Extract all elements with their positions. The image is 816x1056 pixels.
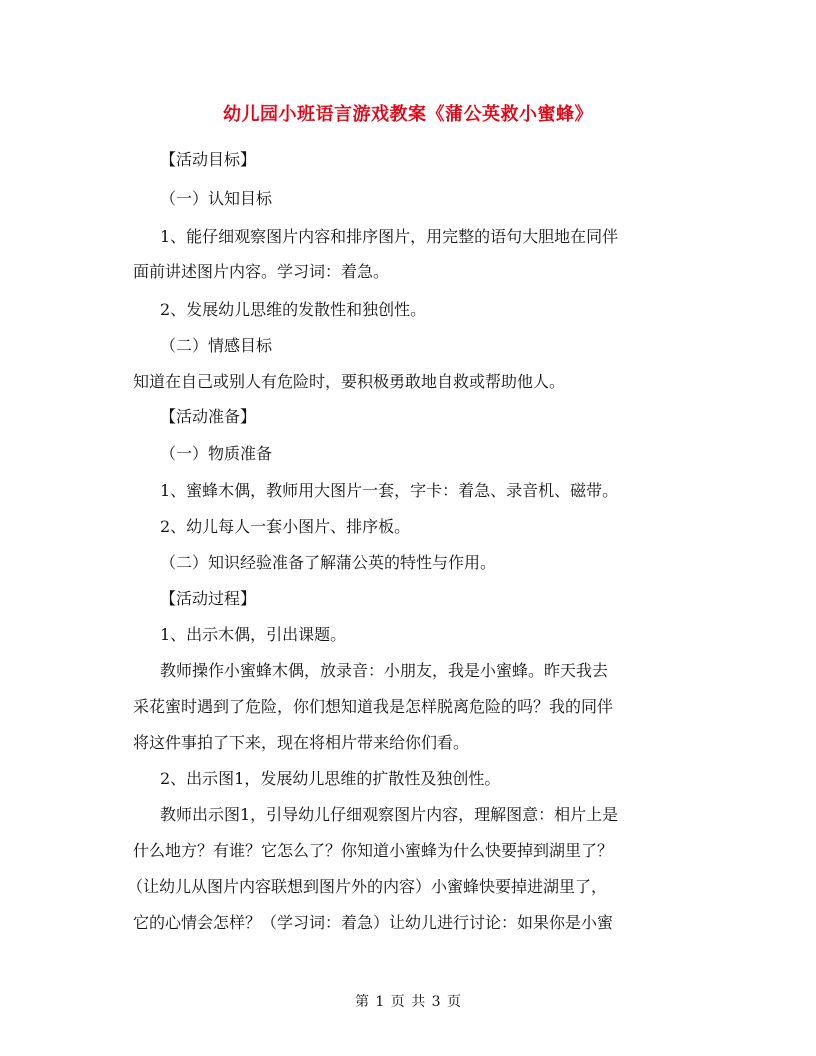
text-line: 2、出示图1，发展幼儿思维的扩散性及独创性。 [160, 769, 501, 788]
text-line: 2、幼儿每人一套小图片、排序板。 [160, 517, 411, 536]
text-line: 它的心情会怎样？（学习词：着急）让幼儿进行讨论：如果你是小蜜 [133, 913, 614, 932]
text-line: 1、能仔细观察图片内容和排序图片，用完整的语句大胆地在同伴 [160, 227, 619, 246]
document-title: 幼儿园小班语言游戏教案《蒲公英救小蜜蜂》 [223, 104, 593, 125]
text-line: 面前讲述图片内容。学习词：着急。 [133, 262, 390, 281]
text-line: 将这件事拍了下来，现在将相片带来给你们看。 [133, 733, 470, 752]
text-line: 采花蜜时遇到了危险，你们想知道我是怎样脱离危险的吗？我的同伴 [133, 697, 614, 716]
text-line: 1、出示木偶，引出课题。 [160, 625, 347, 644]
text-line: （二）知识经验准备了解蒲公英的特性与作用。 [160, 553, 497, 572]
text-line: 【活动目标】 [160, 150, 257, 169]
text-line: （一）物质准备 [160, 444, 273, 463]
text-line: （让幼儿从图片内容联想到图片外的内容）小蜜蜂快要掉进湖里了， [127, 877, 608, 896]
text-line: 【活动准备】 [160, 407, 257, 426]
text-line: 教师操作小蜜蜂木偶，放录音：小朋友，我是小蜜蜂。昨天我去 [160, 661, 609, 680]
text-line: （二）情感目标 [160, 336, 273, 355]
text-line: 什么地方？有谁？它怎么了？你知道小蜜蜂为什么快要掉到湖里了？ [133, 841, 614, 860]
text-line: 知道在自己或别人有危险时，要积极勇敢地自救或帮助他人。 [133, 372, 566, 391]
text-line: 【活动过程】 [160, 589, 257, 608]
text-line: （一）认知目标 [160, 189, 273, 208]
page-number-footer: 第 1 页 共 3 页 [354, 994, 462, 1010]
text-line: 教师出示图1，引导幼儿仔细观察图片内容，理解图意：相片上是 [160, 805, 619, 824]
text-line: 2、发展幼儿思维的发散性和独创性。 [160, 300, 427, 319]
text-line: 1、蜜蜂木偶，教师用大图片一套，字卡：着急、录音机、磁带。 [160, 481, 619, 500]
